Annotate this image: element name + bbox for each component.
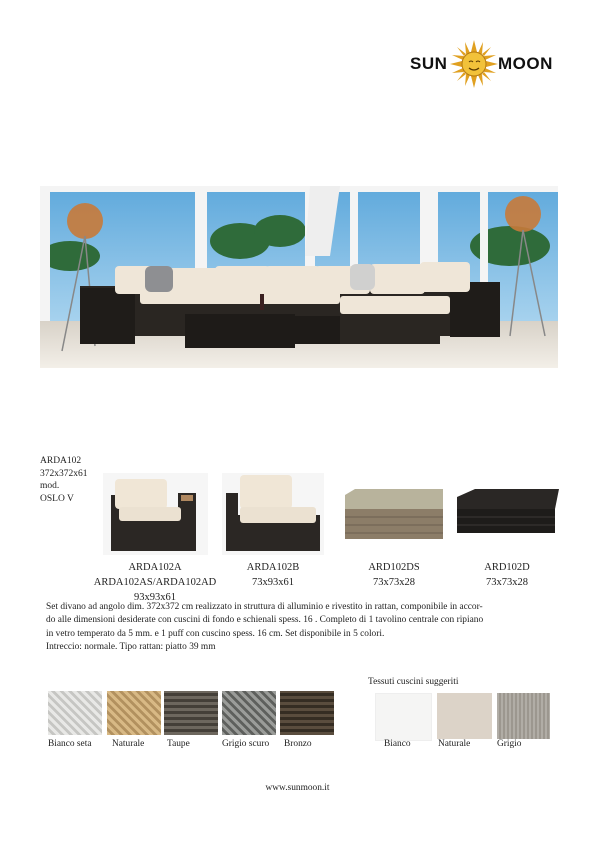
spec-model: OSLO V — [40, 493, 74, 504]
fabrics-title: Tessuti cuscini suggeriti — [368, 677, 459, 687]
product-ds-dims: 73x73x28 — [373, 577, 415, 588]
swatch-bianco-seta — [48, 691, 102, 735]
caption-product-d — [455, 560, 559, 590]
caption-product-ds — [341, 560, 447, 590]
product-ds-code: ARD102DS — [368, 562, 420, 573]
product-b-code: ARDA102B — [246, 562, 300, 573]
sun-face-icon — [450, 40, 498, 88]
fabric-label: Bianco — [384, 739, 411, 749]
description-line: do alle dimensioni desiderate con cuscini di fondo e schienali spess. 16 . Completo di 1 tavolino centrale con ripiano — [46, 615, 484, 626]
swatch-naturale — [107, 691, 161, 735]
fabric-swatch-naturale — [437, 693, 492, 739]
swatch-grigio-scuro — [222, 691, 276, 735]
sunmoon-logo — [410, 40, 560, 90]
product-d-code: ARD102D — [484, 562, 530, 573]
product-d-dims: 73x73x28 — [486, 577, 528, 588]
swatch-label: Bronzo — [284, 739, 312, 749]
logo-word-moon: MOON — [498, 54, 553, 73]
spec-size: 372x372x61 — [40, 468, 88, 479]
spec-block — [40, 455, 88, 505]
spec-model-label: mod. — [40, 481, 60, 491]
description-line: in vetro temperato da 5 mm. e 1 puff con cuscino spess. 16 cm. Set disponibile in 5 colori. — [46, 628, 385, 639]
description-line: Set divano ad angolo dim. 372x372 cm realizzato in struttura di alluminio e rivestito in rattan, componibile in accor- — [46, 602, 483, 612]
swatch-label: Taupe — [167, 739, 190, 749]
spec-code: ARDA102 — [40, 456, 82, 466]
fabric-swatch-bianco — [375, 693, 432, 741]
product-image-corner-module — [103, 473, 208, 555]
swatch-label: Grigio scuro — [222, 739, 270, 749]
caption-product-b — [222, 560, 324, 590]
fabric-label: Grigio — [497, 739, 522, 749]
swatch-label: Naturale — [112, 739, 145, 749]
description — [46, 601, 556, 655]
swatch-taupe — [164, 691, 218, 735]
hero-photo — [40, 186, 558, 368]
swatch-label: Bianco seta — [48, 739, 92, 749]
product-b-dims: 73x93x61 — [252, 577, 294, 588]
product-a-code: ARDA102A — [128, 562, 182, 573]
product-image-puff — [341, 487, 447, 543]
product-a-dims: 93x93x61 — [134, 592, 176, 603]
fabric-label: Naturale — [438, 739, 471, 749]
product-image-central-module — [222, 473, 324, 555]
swatch-bronzo — [280, 691, 334, 735]
logo-word-sun: SUN — [410, 54, 448, 73]
description-line: Intreccio: normale. Tipo rattan: piatto 39 mm — [46, 642, 216, 653]
fabric-swatch-grigio — [497, 693, 550, 739]
website-link[interactable]: www.sunmoon.it — [265, 783, 330, 793]
product-image-table — [455, 487, 559, 537]
product-a-code2: ARDA102AS/ARDA102AD — [93, 577, 217, 588]
